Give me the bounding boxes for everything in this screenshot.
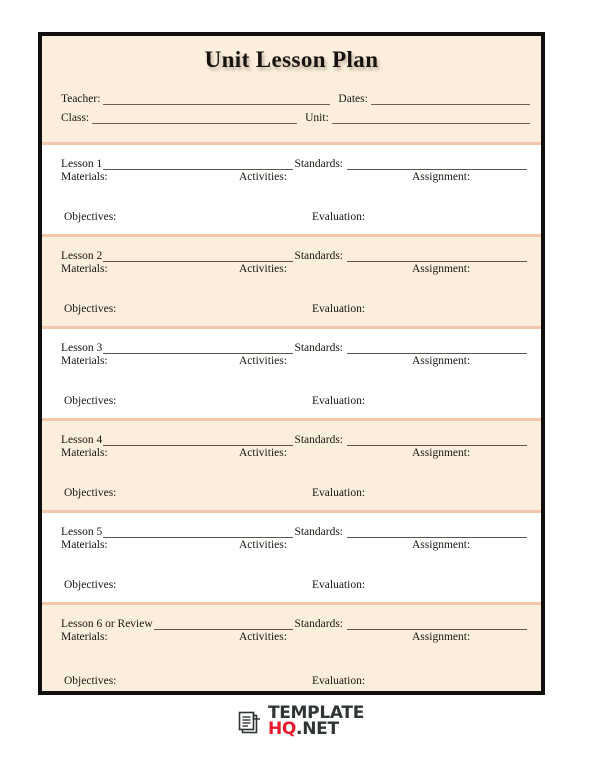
- lesson-footer-row: [61, 675, 527, 687]
- lesson-topic-input[interactable]: [103, 249, 293, 262]
- site-logo[interactable]: [237, 703, 365, 739]
- objectives-label: Objectives:: [64, 395, 117, 407]
- footer: [0, 703, 601, 739]
- assignment-label: Assignment:: [412, 539, 471, 551]
- lesson-title-row: [61, 421, 527, 446]
- unit-input[interactable]: [332, 110, 530, 124]
- activities-label: Activities:: [239, 631, 287, 643]
- lesson-columns-row: [61, 447, 527, 465]
- evaluation-label: Evaluation:: [312, 303, 366, 315]
- materials-label: Materials:: [61, 355, 108, 367]
- page-title: Unit Lesson Plan: [204, 47, 379, 72]
- lesson-footer-row: [61, 211, 527, 223]
- logo-tld: .NET: [296, 718, 339, 739]
- lesson-columns-row: [61, 355, 527, 373]
- evaluation-label: Evaluation:: [312, 675, 366, 687]
- lesson-block: [42, 510, 541, 602]
- lesson-columns-row: [61, 631, 527, 649]
- lesson-name-label: Lesson 6 or Review: [61, 618, 153, 630]
- lesson-name-label: Lesson 2: [61, 250, 103, 262]
- evaluation-label: Evaluation:: [312, 487, 366, 499]
- document-header: [42, 36, 541, 142]
- objectives-label: Objectives:: [64, 579, 117, 591]
- activities-label: Activities:: [239, 355, 287, 367]
- lesson-columns-row: [61, 171, 527, 189]
- lesson-topic-input[interactable]: [103, 525, 293, 538]
- lesson-title-row: [61, 145, 527, 170]
- standards-label: Standards:: [294, 526, 343, 538]
- lesson-block: [42, 326, 541, 418]
- class-input[interactable]: [92, 110, 297, 124]
- header-fields: [42, 86, 541, 124]
- activities-label: Activities:: [239, 447, 287, 459]
- standards-input[interactable]: [347, 525, 527, 538]
- activities-label: Activities:: [239, 263, 287, 275]
- lesson-name-label: Lesson 5: [61, 526, 103, 538]
- lesson-footer-row: [61, 303, 527, 315]
- standards-input[interactable]: [347, 617, 527, 630]
- unit-label: Unit:: [305, 112, 329, 124]
- teacher-label: Teacher:: [61, 93, 101, 105]
- header-field-row-2: [61, 105, 527, 124]
- lesson-topic-input[interactable]: [103, 433, 293, 446]
- logo-line-2: [267, 718, 364, 739]
- teacher-input[interactable]: [103, 91, 330, 105]
- lesson-title-row: [61, 329, 527, 354]
- class-label: Class:: [61, 112, 90, 124]
- evaluation-label: Evaluation:: [312, 395, 366, 407]
- materials-label: Materials:: [61, 539, 108, 551]
- activities-label: Activities:: [239, 171, 287, 183]
- materials-label: Materials:: [61, 171, 108, 183]
- lesson-columns-row: [61, 263, 527, 281]
- standards-label: Standards:: [294, 618, 343, 630]
- dates-label: Dates:: [338, 93, 368, 105]
- lesson-plan-sheet: [38, 32, 545, 695]
- standards-label: Standards:: [294, 158, 343, 170]
- standards-label: Standards:: [294, 250, 343, 262]
- header-field-row-1: [61, 86, 527, 105]
- lesson-topic-input[interactable]: [103, 341, 293, 354]
- standards-input[interactable]: [347, 341, 527, 354]
- standards-input[interactable]: [347, 157, 527, 170]
- lesson-block: [42, 142, 541, 234]
- materials-label: Materials:: [61, 263, 108, 275]
- lesson-title-row: [61, 513, 527, 538]
- standards-input[interactable]: [347, 249, 527, 262]
- lesson-name-label: Lesson 4: [61, 434, 103, 446]
- evaluation-label: Evaluation:: [312, 211, 366, 223]
- lesson-block: [42, 234, 541, 326]
- assignment-label: Assignment:: [412, 447, 471, 459]
- logo-wordmark: [267, 703, 365, 739]
- objectives-label: Objectives:: [64, 303, 117, 315]
- objectives-label: Objectives:: [64, 675, 117, 687]
- standards-input[interactable]: [347, 433, 527, 446]
- standards-label: Standards:: [294, 434, 343, 446]
- lesson-name-label: Lesson 1: [61, 158, 103, 170]
- lesson-topic-input[interactable]: [154, 617, 294, 630]
- objectives-label: Objectives:: [64, 487, 117, 499]
- materials-label: Materials:: [61, 631, 108, 643]
- lesson-title-row: [61, 237, 527, 262]
- logo-accent: HQ: [267, 718, 297, 739]
- evaluation-label: Evaluation:: [312, 579, 366, 591]
- objectives-label: Objectives:: [64, 211, 117, 223]
- assignment-label: Assignment:: [412, 263, 471, 275]
- activities-label: Activities:: [239, 539, 287, 551]
- logo-line-1: TEMPLATE: [267, 703, 365, 723]
- dates-input[interactable]: [371, 91, 530, 105]
- lesson-columns-row: [61, 539, 527, 557]
- assignment-label: Assignment:: [412, 171, 471, 183]
- assignment-label: Assignment:: [412, 355, 471, 367]
- materials-label: Materials:: [61, 447, 108, 459]
- lesson-block: [42, 418, 541, 510]
- lesson-topic-input[interactable]: [103, 157, 293, 170]
- assignment-label: Assignment:: [412, 631, 471, 643]
- lesson-name-label: Lesson 3: [61, 342, 103, 354]
- lesson-footer-row: [61, 487, 527, 499]
- lesson-footer-row: [61, 579, 527, 591]
- lesson-footer-row: [61, 395, 527, 407]
- documents-icon: [237, 708, 263, 736]
- lesson-title-row: [61, 605, 527, 630]
- lesson-block: [42, 602, 541, 695]
- standards-label: Standards:: [294, 342, 343, 354]
